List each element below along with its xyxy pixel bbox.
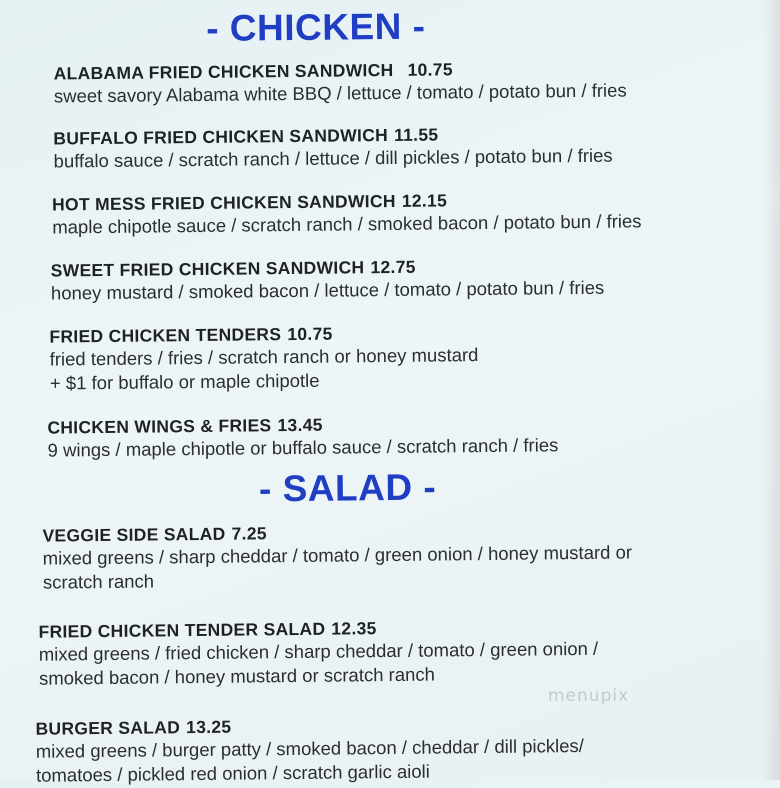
menu-item bbox=[49, 321, 478, 395]
menu-item-description: mixed greens / sharp cheddar / tomato / green onion / honey mustard or bbox=[42, 541, 633, 569]
menu-item-price: 12.35 bbox=[331, 618, 377, 639]
section-heading-chicken: - CHICKEN - bbox=[205, 5, 426, 49]
menu-item-description: 9 wings / maple chipotle or buffalo sauce / scratch ranch / fries bbox=[47, 434, 559, 461]
menu-item-description: honey mustard / smoked bacon / lettuce / tomato / potato bun / fries bbox=[50, 276, 605, 304]
paper-edge-shadow bbox=[762, 0, 780, 780]
menu-item-name: CHICKEN WINGS & FRIES bbox=[47, 415, 272, 438]
menu-item-description: mixed greens / burger patty / smoked bacon / cheddar / dill pickles/ bbox=[35, 734, 584, 762]
menu-item-price: 10.75 bbox=[407, 59, 453, 80]
menu-item-description: fried tenders / fries / scratch ranch or honey mustard bbox=[49, 344, 479, 370]
menu-item bbox=[35, 712, 584, 788]
menu-item bbox=[53, 122, 613, 174]
menu-item bbox=[51, 254, 605, 306]
menu-item-name: ALABAMA FRIED CHICKEN SANDWICH bbox=[53, 59, 394, 84]
menu-item-description: smoked bacon / honey mustard or scratch ranch bbox=[38, 663, 435, 689]
watermark-logo: menupix bbox=[548, 686, 630, 706]
menu-item-description: sweet savory Alabama white BBQ / lettuce / tomato / potato bun / fries bbox=[53, 79, 627, 107]
menu-item-name: BUFFALO FRIED CHICKEN SANDWICH bbox=[53, 125, 389, 149]
menu-item-name: FRIED CHICKEN TENDER SALAD bbox=[38, 618, 326, 642]
menu-item-price: 11.55 bbox=[393, 124, 439, 145]
menu-item-price: 13.45 bbox=[277, 414, 323, 436]
menu-item bbox=[42, 518, 632, 594]
menu-item-price: 13.25 bbox=[185, 716, 232, 738]
menu-item-price: 12.75 bbox=[370, 256, 416, 278]
menu-item-price: 10.75 bbox=[287, 323, 333, 345]
menu-item-name: VEGGIE SIDE SALAD bbox=[42, 523, 226, 546]
menu-item-price: 12.15 bbox=[401, 190, 448, 211]
menu-item-name: SWEET FRIED CHICKEN SANDWICH bbox=[50, 257, 365, 281]
section-heading-salad: - SALAD - bbox=[258, 466, 437, 510]
menu-item bbox=[52, 187, 642, 239]
menu-item-name: BURGER SALAD bbox=[35, 717, 181, 739]
menu-item-price: 7.25 bbox=[231, 523, 267, 544]
menu-item-description: buffalo sauce / scratch ranch / lettuce / dill pickles / potato bun / fries bbox=[53, 144, 613, 172]
menu-item-name: FRIED CHICKEN TENDERS bbox=[49, 324, 282, 347]
menu-item-name: HOT MESS FRIED CHICKEN SANDWICH bbox=[51, 190, 396, 215]
menu-item bbox=[47, 411, 558, 462]
menu-item-description: scratch ranch bbox=[42, 570, 155, 593]
menu-item-description: tomatoes / pickled red onion / scratch garlic aioli bbox=[35, 760, 430, 786]
menu-item bbox=[38, 615, 598, 691]
menu-item bbox=[54, 57, 627, 109]
menu-item-description: + $1 for buffalo or maple chipotle bbox=[49, 369, 320, 394]
menu-item-description: mixed greens / fried chicken / sharp cheddar / tomato / green onion / bbox=[38, 637, 599, 665]
menu-item-description: maple chipotle sauce / scratch ranch / smoked bacon / potato bun / fries bbox=[52, 210, 642, 238]
